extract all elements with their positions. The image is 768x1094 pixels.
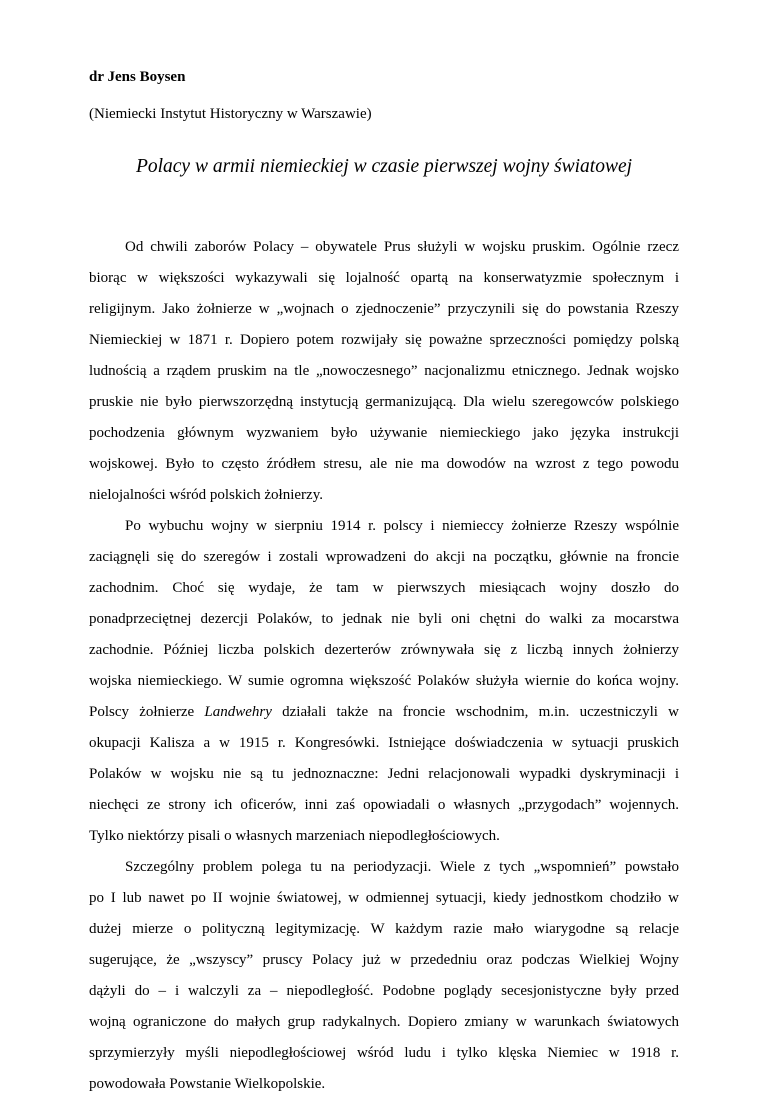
text-line: wojska niemieckiego. W sumie ogromna większość Polaków służyła wiernie do końca wojny. <box>89 673 679 689</box>
text-line: ludnością a rządem pruskim na tle „nowoczesnego” nacjonalizmu etnicznego. Jednak wojsko <box>89 363 679 379</box>
text-line: Po wybuchu wojny w sierpniu 1914 r. polscy i niemieccy żołnierze Rzeszy wspólnie <box>125 518 679 534</box>
text-line: Polaków w wojsku nie są tu jednoznaczne: Jedni relacjonowali wypadki dyskryminacji i <box>89 766 679 782</box>
text-line: nielojalności wśród polskich żołnierzy. <box>89 487 323 503</box>
text-line: sugerujące, że „wszyscy” pruscy Polacy już w przededniu oraz podczas Wielkiej Wojny <box>89 952 679 968</box>
text-line: Od chwili zaborów Polacy – obywatele Prus służyli w wojsku pruskim. Ogólnie rzecz <box>125 239 679 255</box>
text-line: biorąc w większości wykazywali się lojalność opartą na konserwatyzmie społecznym i <box>89 270 679 286</box>
text-line: pruskie nie było pierwszorzędną instytucją germanizującą. Dla wielu szeregowców polskiego <box>89 394 679 410</box>
text-line: dążyli do – i walczyli za – niepodległość. Podobne poglądy secesjonistyczne były przed <box>89 983 679 999</box>
text-line: ponadprzeciętnej dezercji Polaków, to jednak nie byli oni chętni do walki za mocarstwa <box>89 611 679 627</box>
text-line: wojną ograniczone do małych grup radykalnych. Dopiero zmiany w warunkach światowych <box>89 1014 679 1030</box>
text-line: po I lub nawet po II wojnie światowej, w odmiennej sytuacji, kiedy jednostkom chodziło w <box>89 890 679 906</box>
text-line: zachodnie. Później liczba polskich dezerterów zrównywała się z liczbą innych żołnierzy <box>89 642 679 658</box>
text-line: okupacji Kalisza a w 1915 r. Kongresówki. Istniejące doświadczenia w sytuacji pruskich <box>89 735 679 751</box>
text-line: sprzymierzyły myśli niepodległościowej wśród ludu i tylko klęska Niemiec w 1918 r. <box>89 1045 679 1061</box>
document-title: Polacy w armii niemieckiej w czasie pierwszej wojny światowej <box>135 156 633 177</box>
text-line <box>89 702 679 722</box>
text-line: pochodzenia głównym wyzwaniem było używanie niemieckiego jako języka instrukcji <box>89 425 679 441</box>
text-line: Niemieckiej w 1871 r. Dopiero potem rozwijały się poważne sprzeczności pomiędzy polską <box>89 332 679 348</box>
text-line: dużej mierze o polityczną legitymizację. W każdym razie mało wiarygodne są relacje <box>89 921 679 937</box>
author-name: dr Jens Boysen <box>89 69 186 85</box>
text-line: Tylko niektórzy pisali o własnych marzeniach niepodległościowych. <box>89 828 500 844</box>
text-line: powodowała Powstanie Wielkopolskie. <box>89 1076 326 1092</box>
text-line: Szczególny problem polega tu na periodyzacji. Wiele z tych „wspomnień” powstało <box>125 859 679 875</box>
author-affiliation: (Niemiecki Instytut Historyczny w Warszawie) <box>89 106 372 122</box>
text-line: religijnym. Jako żołnierze w „wojnach o zjednoczenie” przyczynili się do powstania Rzeszy <box>89 301 679 317</box>
text-segment: Polscy żołnierze <box>89 704 205 720</box>
text-line: niechęci ze strony ich oficerów, inni zaś opowiadali o własnych „przygodach” wojennych. <box>89 797 679 813</box>
text-line: wojskowej. Było to często źródłem stresu, ale nie ma dowodów na wzrost z tego powodu <box>89 456 679 472</box>
italic-term: Landwehry <box>204 704 272 720</box>
text-line: zachodnim. Choć się wydaje, że tam w pierwszych miesiącach wojny doszło do <box>89 580 679 596</box>
text-line: zaciągnęli się do szeregów i zostali wprowadzeni do akcji na początku, głównie na froncie <box>89 549 679 565</box>
text-segment: działali także na froncie wschodnim, m.in. uczestniczyli w <box>271 704 679 720</box>
